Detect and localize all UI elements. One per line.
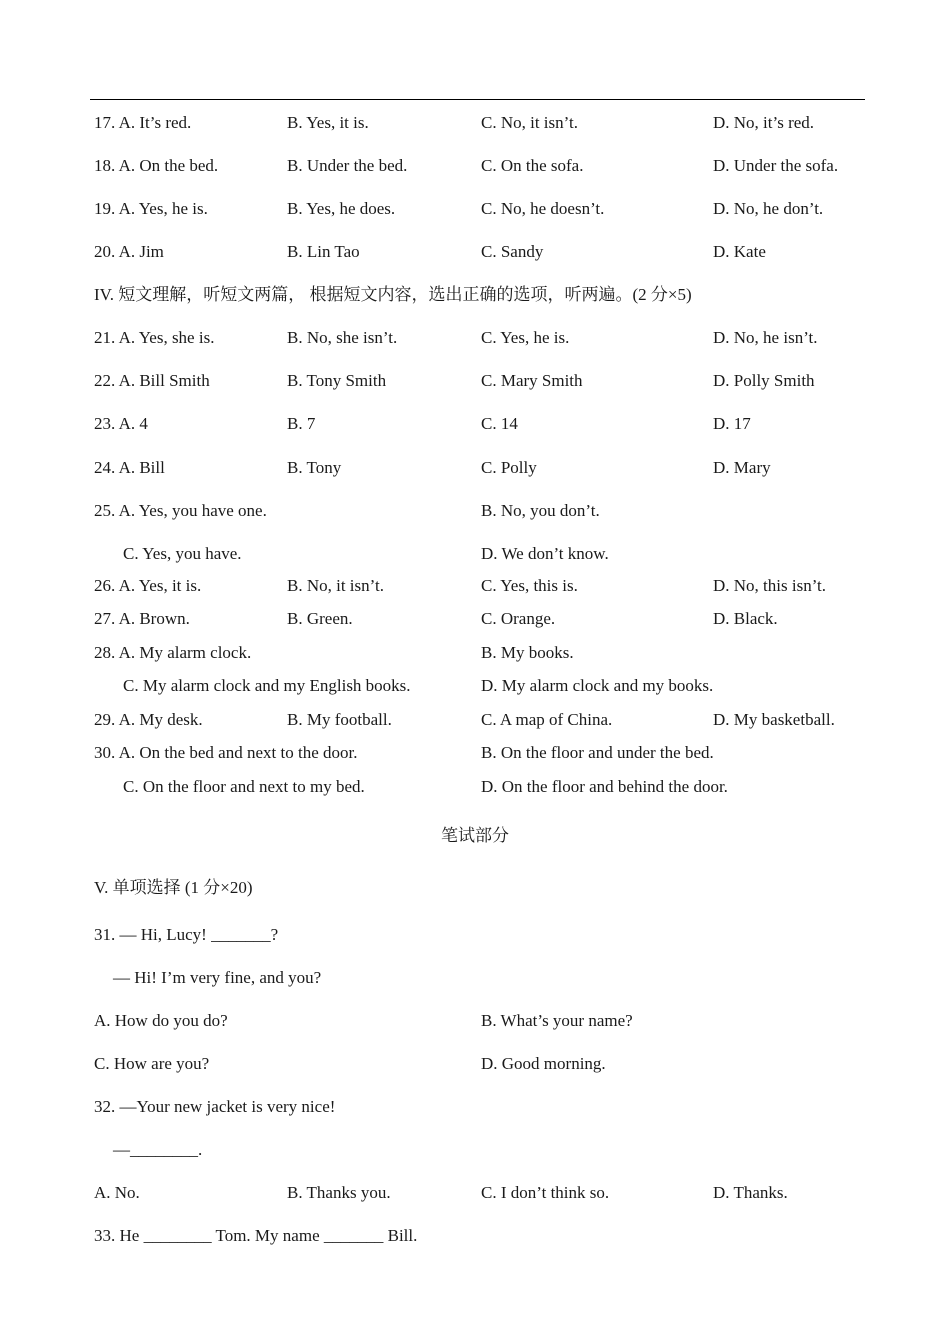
option-b: B. No, you don’t. xyxy=(481,501,600,520)
question-32-stem xyxy=(0,1095,950,1119)
question-stem: 32. —Your new jacket is very nice! xyxy=(94,1097,336,1116)
option-b: B. My books. xyxy=(481,643,574,662)
option-d: D. No, this isn’t. xyxy=(713,576,827,595)
question-number: 30. xyxy=(94,743,116,762)
option-c: C. No, he doesn’t. xyxy=(481,199,605,218)
option-c: C. Yes, this is. xyxy=(481,576,578,595)
option-d: D. Polly Smith xyxy=(713,371,815,390)
option-c: C. No, it isn’t. xyxy=(481,113,578,132)
option-c: C. 14 xyxy=(481,414,518,433)
option-a xyxy=(94,197,208,221)
option-d: D. Thanks. xyxy=(713,1183,788,1202)
option-c: C. On the floor and next to my bed. xyxy=(123,777,365,796)
option-a xyxy=(94,456,165,480)
option-a xyxy=(94,412,148,436)
option-d: D. Black. xyxy=(713,609,778,628)
option-a xyxy=(94,111,191,135)
option-b: B. Lin Tao xyxy=(287,242,360,261)
option-c: C. How are you? xyxy=(94,1054,210,1073)
option-b: B. What’s your name? xyxy=(481,1011,633,1030)
option-a: A. How do you do? xyxy=(94,1011,228,1030)
question-17 xyxy=(0,111,950,135)
option-a xyxy=(94,369,210,393)
option-c: C. Polly xyxy=(481,458,537,477)
question-25 xyxy=(0,499,950,523)
option-a-text: A. On the bed. xyxy=(118,156,219,175)
option-c: C. On the sofa. xyxy=(481,156,584,175)
question-number: 29. xyxy=(94,710,116,729)
question-stem: 33. He ________ Tom. My name _______ Bill. xyxy=(94,1226,418,1245)
option-a-text: A. Bill xyxy=(118,458,165,477)
question-stem: 31. — Hi, Lucy! _______? xyxy=(94,925,279,944)
question-33-stem xyxy=(0,1224,950,1248)
option-c: C. Mary Smith xyxy=(481,371,583,390)
option-b: B. Green. xyxy=(287,609,353,628)
question-19 xyxy=(0,197,950,221)
option-a xyxy=(94,326,214,350)
option-c: C. Yes, he is. xyxy=(481,328,570,347)
option-a-text: A. Jim xyxy=(118,242,164,261)
option-a-text: A. Yes, you have one. xyxy=(118,501,267,520)
question-number: 20. xyxy=(94,242,116,261)
option-d: D. Mary xyxy=(713,458,771,477)
section-5-heading xyxy=(0,876,950,900)
option-a-text: A. My alarm clock. xyxy=(118,643,252,662)
option-b: B. Yes, he does. xyxy=(287,199,396,218)
option-a-text: A. 4 xyxy=(118,414,148,433)
question-number: 19. xyxy=(94,199,116,218)
question-20 xyxy=(0,240,950,264)
option-a xyxy=(94,499,267,523)
question-31-options-row1 xyxy=(0,1009,950,1033)
option-a-text: A. Brown. xyxy=(118,609,190,628)
option-c: C. I don’t think so. xyxy=(481,1183,610,1202)
option-b: B. My football. xyxy=(287,710,392,729)
option-b: B. Tony Smith xyxy=(287,371,387,390)
option-d: D. We don’t know. xyxy=(481,544,609,563)
question-number: 22. xyxy=(94,371,116,390)
part-title-text: 笔试部分 xyxy=(441,826,509,845)
option-a-text: A. It’s red. xyxy=(118,113,192,132)
question-22 xyxy=(0,369,950,393)
option-c: C. Sandy xyxy=(481,242,544,261)
option-a xyxy=(94,607,190,631)
section-heading-text: IV. 短文理解，听短文两篇， 根据短文内容，选出正确的选项，听两遍。(2 分×5) xyxy=(94,285,692,304)
option-a xyxy=(94,240,164,264)
written-part-title xyxy=(0,824,950,848)
option-b: B. No, she isn’t. xyxy=(287,328,398,347)
option-d: D. Under the sofa. xyxy=(713,156,839,175)
question-23 xyxy=(0,412,950,436)
option-a-text: A. On the bed and next to the door. xyxy=(118,743,358,762)
question-number: 24. xyxy=(94,458,116,477)
question-18 xyxy=(0,154,950,178)
option-d: D. No, he isn’t. xyxy=(713,328,818,347)
option-d: D. Kate xyxy=(713,242,766,261)
option-b: B. Under the bed. xyxy=(287,156,408,175)
option-b: B. 7 xyxy=(287,414,316,433)
question-31-options-row2 xyxy=(0,1052,950,1076)
option-d: D. No, he don’t. xyxy=(713,199,824,218)
question-27 xyxy=(0,607,950,631)
question-28-row2 xyxy=(0,674,950,698)
question-25-row2 xyxy=(0,542,950,566)
option-a-text: A. Yes, she is. xyxy=(118,328,215,347)
option-a-text: A. Yes, it is. xyxy=(118,576,202,595)
option-d: D. Good morning. xyxy=(481,1054,606,1073)
option-c: C. A map of China. xyxy=(481,710,613,729)
option-c: C. My alarm clock and my English books. xyxy=(123,676,411,695)
option-a xyxy=(94,708,203,732)
question-30-row2 xyxy=(0,775,950,799)
question-26 xyxy=(0,574,950,598)
option-a xyxy=(94,741,357,765)
question-32-reply xyxy=(0,1138,950,1162)
question-31-stem xyxy=(0,923,950,947)
question-reply: —________. xyxy=(113,1140,203,1159)
question-30 xyxy=(0,741,950,765)
question-number: 26. xyxy=(94,576,116,595)
section-4-heading xyxy=(0,283,950,307)
question-number: 23. xyxy=(94,414,116,433)
option-b: B. No, it isn’t. xyxy=(287,576,384,595)
option-d: D. On the floor and behind the door. xyxy=(481,777,728,796)
option-a-text: A. Yes, he is. xyxy=(118,199,208,218)
question-number: 27. xyxy=(94,609,116,628)
section-heading-text: V. 单项选择 (1 分×20) xyxy=(94,878,253,897)
question-28 xyxy=(0,641,950,665)
option-a-text: A. My desk. xyxy=(118,710,203,729)
option-b: B. Thanks you. xyxy=(287,1183,391,1202)
question-number: 25. xyxy=(94,501,116,520)
question-reply: — Hi! I’m very fine, and you? xyxy=(113,968,322,987)
option-d: D. 17 xyxy=(713,414,751,433)
question-29 xyxy=(0,708,950,732)
question-number: 17. xyxy=(94,113,116,132)
question-31-reply xyxy=(0,966,950,990)
header-rule xyxy=(90,99,865,100)
option-d: D. My basketball. xyxy=(713,710,835,729)
option-a-text: A. Bill Smith xyxy=(118,371,210,390)
option-d: D. My alarm clock and my books. xyxy=(481,676,714,695)
question-number: 28. xyxy=(94,643,116,662)
question-24 xyxy=(0,456,950,480)
option-b: B. Tony xyxy=(287,458,342,477)
question-number: 21. xyxy=(94,328,116,347)
option-b: B. On the floor and under the bed. xyxy=(481,743,714,762)
question-32-options xyxy=(0,1181,950,1205)
option-c: C. Yes, you have. xyxy=(123,544,242,563)
option-b: B. Yes, it is. xyxy=(287,113,369,132)
question-21 xyxy=(0,326,950,350)
option-a xyxy=(94,154,218,178)
option-a: A. No. xyxy=(94,1183,140,1202)
question-number: 18. xyxy=(94,156,116,175)
option-a xyxy=(94,641,251,665)
option-d: D. No, it’s red. xyxy=(713,113,815,132)
option-c: C. Orange. xyxy=(481,609,556,628)
option-a xyxy=(94,574,201,598)
